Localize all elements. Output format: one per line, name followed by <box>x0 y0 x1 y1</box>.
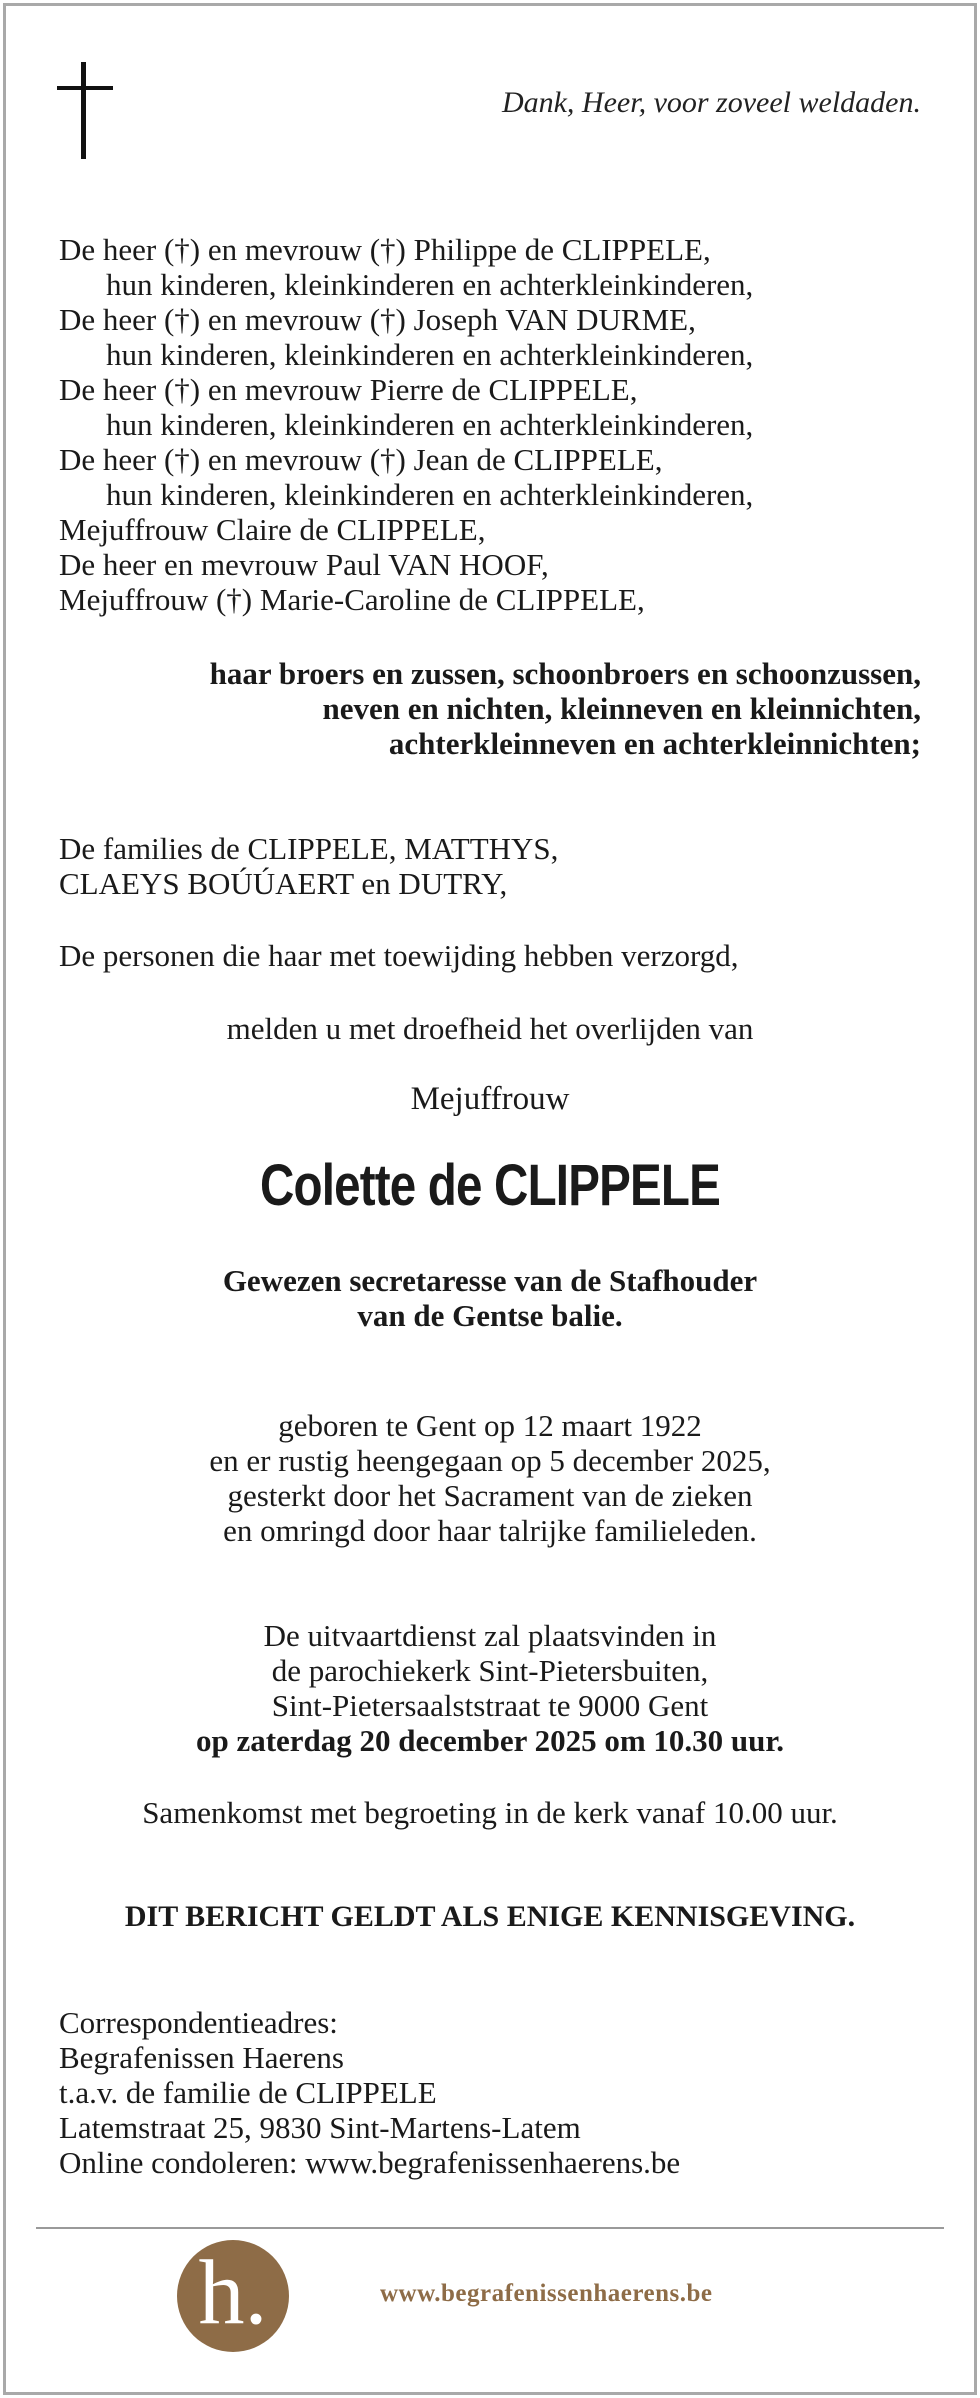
deceased-role: Gewezen secretaresse van de Stafhouder <box>222 1263 758 1298</box>
family-line: De heer (†) en mevrouw (†) Jean de CLIPPELE, <box>59 442 663 477</box>
relatives-line: achterkleinneven en achterkleinnichten; <box>388 726 921 761</box>
family-line: Mejuffrouw Claire de CLIPPELE, <box>59 512 486 547</box>
life-line: geboren te Gent op 12 maart 1922 <box>278 1408 702 1443</box>
family-line: De heer (†) en mevrouw (†) Philippe de CLIPPELE, <box>59 232 711 267</box>
footer-divider <box>36 2227 944 2229</box>
correspondence-line: Begrafenissen Haerens <box>59 2040 344 2075</box>
family-line: hun kinderen, kleinkinderen en achterkleinkinderen, <box>106 337 754 372</box>
family-line: hun kinderen, kleinkinderen en achterkleinkinderen, <box>106 267 754 302</box>
family-line: De heer (†) en mevrouw (†) Joseph VAN DURME, <box>59 302 696 337</box>
announcement: melden u met droefheid het overlijden van <box>226 1011 754 1046</box>
logo-letter: h. <box>198 2241 268 2343</box>
deceased-name: Colette de CLIPPELE <box>259 1153 721 1218</box>
caregivers-line: De personen die haar met toewijding hebben verzorgd, <box>59 938 739 973</box>
relatives-line: neven en nichten, kleinneven en kleinnichten, <box>322 691 921 726</box>
correspondence-line: Correspondentieadres: <box>59 2005 338 2040</box>
life-line: en omringd door haar talrijke familieleden. <box>223 1513 757 1548</box>
haerens-logo <box>177 2240 289 2352</box>
service-line: de parochiekerk Sint-Pietersbuiten, <box>271 1653 709 1688</box>
cross-icon <box>57 62 113 159</box>
family-line: Mejuffrouw (†) Marie-Caroline de CLIPPELE, <box>59 582 645 617</box>
family-line: hun kinderen, kleinkinderen en achterkleinkinderen, <box>106 477 754 512</box>
family-line: hun kinderen, kleinkinderen en achterkleinkinderen, <box>106 407 754 442</box>
website-link[interactable]: www.begrafenissenhaerens.be <box>380 2280 713 2307</box>
service-line: De uitvaartdienst zal plaatsvinden in <box>263 1618 717 1653</box>
deceased-role: van de Gentse balie. <box>357 1298 623 1333</box>
service-date: op zaterdag 20 december 2025 om 10.30 uur. <box>195 1723 785 1758</box>
correspondence-line: Online condoleren: www.begrafenissenhaerens.be <box>59 2145 681 2180</box>
deceased-title: Mejuffrouw <box>410 1081 570 1117</box>
relatives-line: haar broers en zussen, schoonbroers en schoonzussen, <box>209 656 921 691</box>
family-line: De heer (†) en mevrouw Pierre de CLIPPELE, <box>59 372 638 407</box>
correspondence-line: Latemstraat 25, 9830 Sint-Martens-Latem <box>59 2110 581 2145</box>
families-line: CLAEYS BOÚÚAERT en DUTRY, <box>59 866 508 901</box>
notice: DIT BERICHT GELDT ALS ENIGE KENNISGEVING. <box>124 1900 856 1933</box>
life-line: gesterkt door het Sacrament van de zieken <box>227 1478 753 1513</box>
gathering-line: Samenkomst met begroeting in de kerk vanaf 10.00 uur. <box>142 1795 838 1830</box>
correspondence-line: t.a.v. de familie de CLIPPELE <box>59 2075 437 2110</box>
families-line: De families de CLIPPELE, MATTHYS, <box>59 831 559 866</box>
motto: Dank, Heer, voor zoveel weldaden. <box>501 86 921 119</box>
life-line: en er rustig heengegaan op 5 december 2025, <box>209 1443 771 1478</box>
family-line: De heer en mevrouw Paul VAN HOOF, <box>59 547 549 582</box>
service-line: Sint-Pietersaalststraat te 9000 Gent <box>271 1688 709 1723</box>
